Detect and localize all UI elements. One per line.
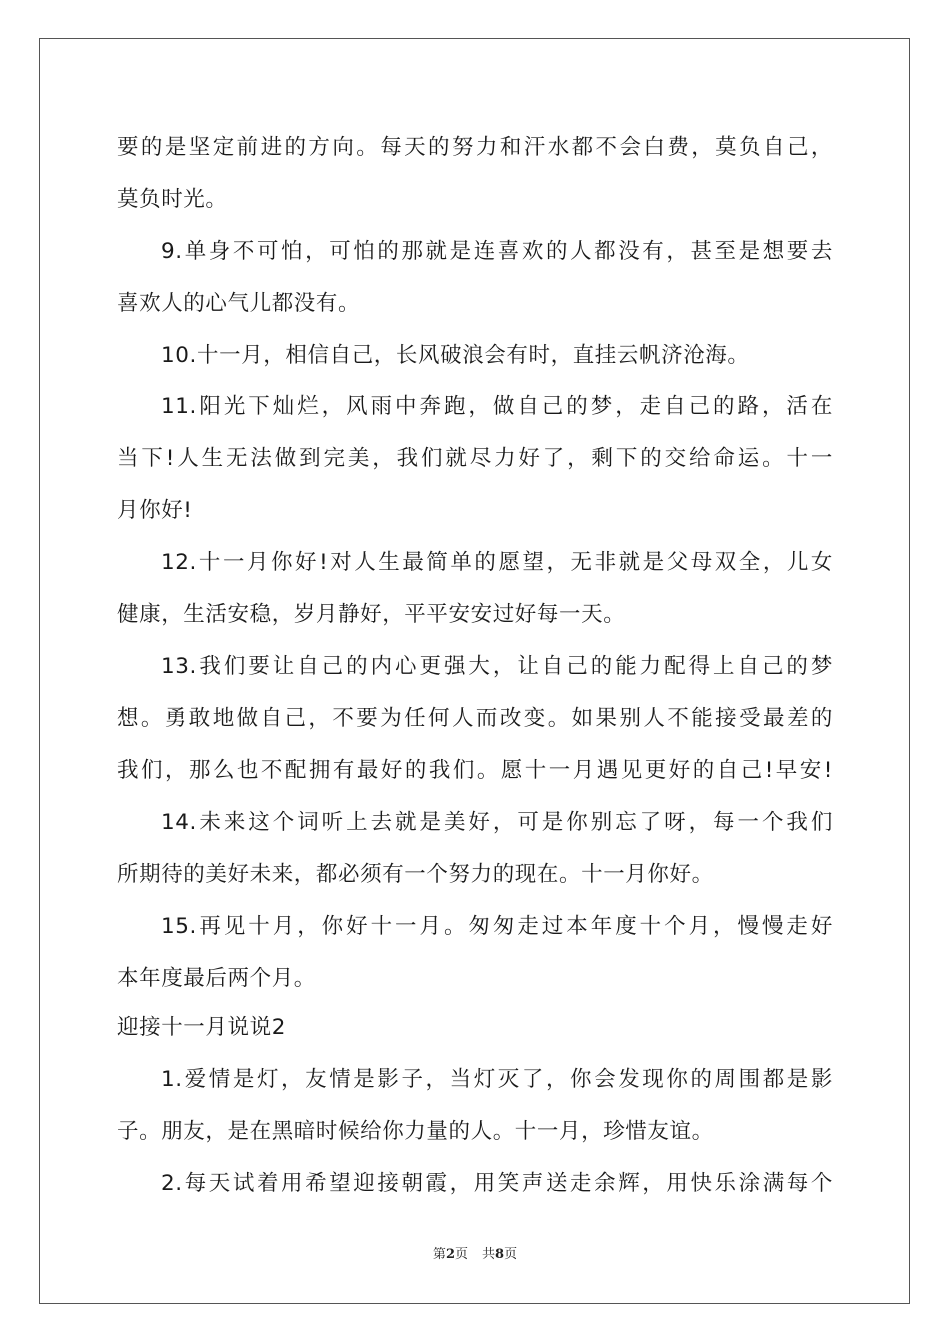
section-heading: 迎接十一月说说2: [117, 1015, 286, 1040]
text-line: 9.单身不可怕，可怕的那就是连喜欢的人都没有，甚至是想要去: [161, 239, 833, 264]
text-line: 所期待的美好未来，都必须有一个努力的现在。十一月你好。: [117, 862, 714, 887]
footer-page-prefix: 第: [432, 1247, 446, 1262]
text-line: 当下!人生无法做到完美，我们就尽力好了，剩下的交给命运。十一: [117, 446, 833, 471]
footer-total-number: 8: [495, 1247, 505, 1262]
text-line: 2.每天试着用希望迎接朝霞，用笑声送走余辉，用快乐涂满每个: [161, 1171, 833, 1196]
text-line: 13.我们要让自己的内心更强大，让自己的能力配得上自己的梦: [161, 654, 833, 679]
text-line: 本年度最后两个月。: [117, 966, 316, 991]
text-line: 14.未来这个词听上去就是美好，可是你别忘了呀，每一个我们: [161, 810, 833, 835]
footer-page-number: 2: [445, 1247, 455, 1262]
text-line: 子。朋友，是在黑暗时候给你力量的人。十一月，珍惜友谊。: [117, 1119, 714, 1144]
text-line: 1.爱情是灯，友情是影子，当灯灭了，你会发现你的周围都是影: [161, 1067, 833, 1092]
text-line: 11.阳光下灿烂，风雨中奔跑，做自己的梦，走自己的路，活在: [161, 394, 833, 419]
text-line: 喜欢人的心气儿都没有。: [117, 291, 361, 316]
text-line: 健康，生活安稳，岁月静好，平平安安过好每一天。: [117, 602, 626, 627]
footer-total-prefix: 共: [482, 1247, 496, 1262]
text-line: 我们，那么也不配拥有最好的我们。愿十一月遇见更好的自己!早安!: [117, 758, 833, 783]
text-line: 要的是坚定前进的方向。每天的努力和汗水都不会白费，莫负自己，: [117, 135, 833, 160]
footer-total-suffix: 页: [504, 1247, 518, 1262]
text-line: 12.十一月你好!对人生最简单的愿望，无非就是父母双全，儿女: [161, 550, 833, 575]
text-line: 10.十一月，相信自己，长风破浪会有时，直挂云帆济沧海。: [161, 343, 750, 368]
footer-page-suffix: 页: [454, 1247, 468, 1262]
text-line: 莫负时光。: [117, 187, 228, 212]
page-footer: [0, 1243, 950, 1262]
text-line: 月你好!: [117, 498, 193, 523]
text-line: 15.再见十月，你好十一月。匆匆走过本年度十个月，慢慢走好: [161, 914, 833, 939]
text-line: 想。勇敢地做自己，不要为任何人而改变。如果别人不能接受最差的: [117, 706, 833, 731]
